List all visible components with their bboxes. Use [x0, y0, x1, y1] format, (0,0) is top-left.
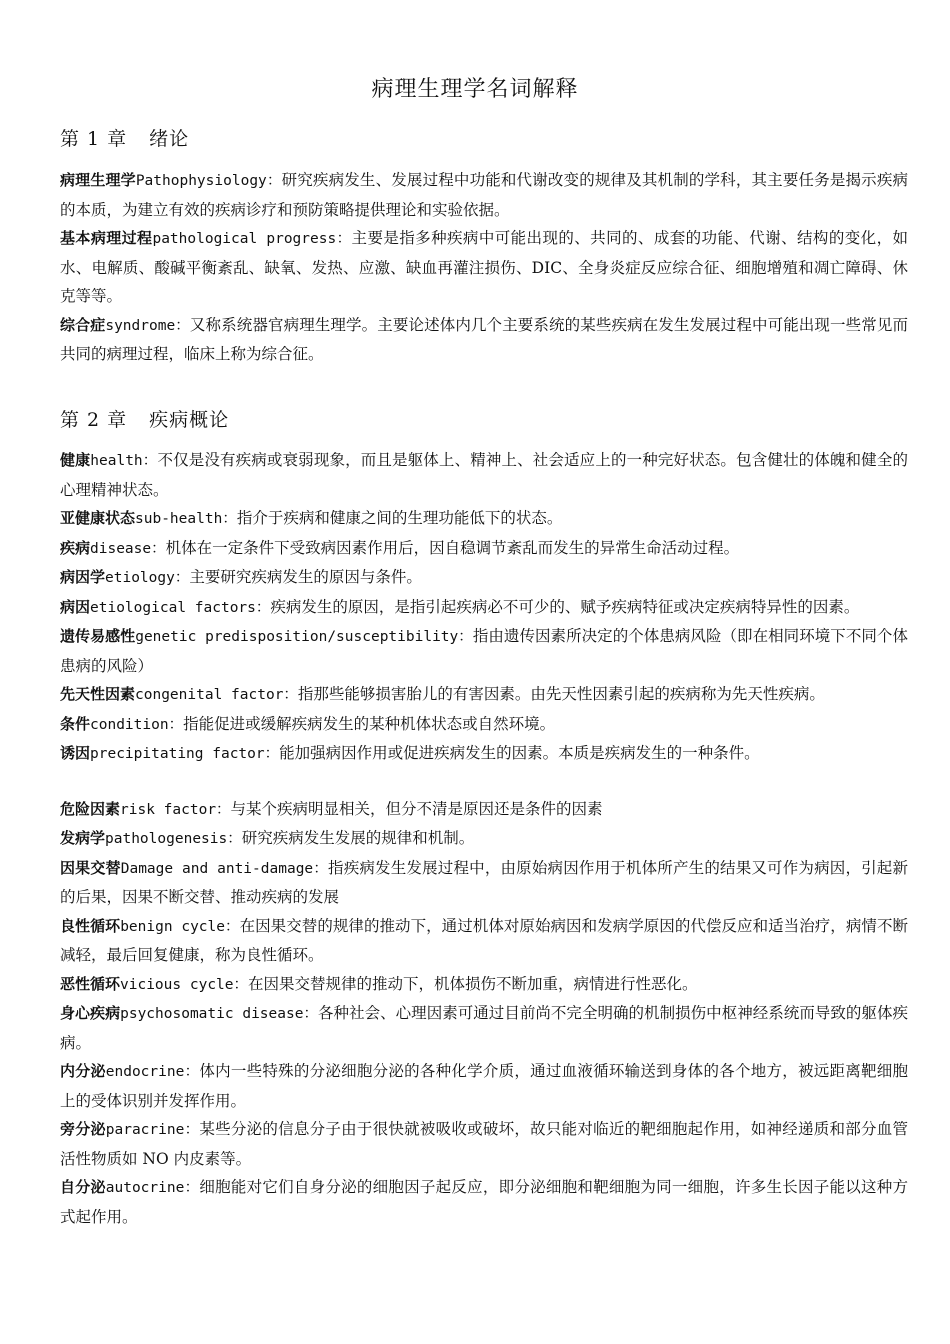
chapter-1-heading	[60, 124, 189, 151]
term-en: health：	[90, 453, 158, 469]
definition-text: 指介于疾病和健康之间的生理功能低下的状态。	[236, 509, 563, 527]
term-en: condition：	[90, 716, 184, 733]
definition-entry	[60, 504, 908, 534]
definition-entry	[60, 534, 908, 564]
definition-text: 指疾病发生发展过程中，由原始病因作用于机体所产生的结果又可作为病因，引起新的后果，因果不断交替、推动疾病的发展	[60, 858, 908, 906]
definition-entry	[60, 622, 908, 680]
term-en: psychosomatic disease：	[120, 1006, 319, 1022]
definition-entry	[60, 1057, 908, 1115]
definition-text: 细胞能对它们自身分泌的细胞因子起反应，即分泌细胞和靶细胞为同一细胞，许多生长因子能以这种方式起作用。	[60, 1178, 908, 1226]
definition-text: 体内一些特殊的分泌细胞分泌的各种化学介质，通过血液循环输送到身体的各个地方，被远距离靶细胞上的受体识别并发挥作用。	[60, 1062, 908, 1110]
term-en: etiological factors：	[90, 599, 271, 616]
document-title: 病理生理学名词解释	[371, 77, 579, 102]
term-en: vicious cycle：	[120, 976, 249, 993]
term-en: Damage and anti-damage：	[120, 860, 329, 877]
definition-entry	[60, 999, 908, 1057]
definition-entry	[60, 739, 908, 769]
term-cn: 危险因素	[60, 799, 121, 818]
chapter-number: 第 1 章	[60, 128, 128, 150]
term-en: paracrine：	[105, 1122, 200, 1138]
term-cn: 发病学	[60, 829, 106, 847]
definition-text: 指那些能够损害胎儿的有害因素。由先天性因素引起的疾病称为先天性疾病。	[297, 685, 825, 703]
definition-text: 某些分泌的信息分子由于很快就被吸收或破坏，故只能对临近的靶细胞起作用，如神经递质和部分血管活性物质如 NO 内皮素等。	[60, 1120, 908, 1168]
term-cn: 条件	[60, 714, 91, 733]
term-en: etiology：	[105, 570, 190, 586]
term-en: sub-health：	[135, 511, 237, 527]
definition-text: 各种社会、心理因素可通过目前尚不完全明确的机制损伤中枢神经系统而导致的躯体疾病。	[60, 1004, 908, 1052]
definition-entry	[60, 311, 908, 369]
chapter-1-entries	[60, 166, 908, 369]
definition-entry	[60, 912, 908, 970]
definition-text: 又称系统器官病理生理学。主要论述体内几个主要系统的某些疾病在发生发展过程中可能出现一些常见而共同的病理过程，临床上称为综合征。	[60, 315, 908, 363]
definition-entry	[60, 1115, 908, 1173]
term-cn: 疾病	[60, 538, 91, 557]
term-en: precipitating factor：	[90, 746, 280, 762]
definition-entry	[60, 224, 908, 311]
term-cn: 先天性因素	[60, 685, 136, 703]
chapter-2-heading	[60, 405, 229, 432]
chapter-number: 第 2 章	[60, 409, 128, 431]
term-cn: 旁分泌	[60, 1120, 106, 1138]
definition-text: 指由遗传因素所决定的个体患病风险（即在相同环境下不同个体患病的风险）	[60, 627, 908, 675]
definition-text: 与某个疾病明显相关，但分不清是原因还是条件的因素	[230, 799, 603, 818]
term-cn: 良性循环	[60, 916, 121, 935]
definition-entry	[60, 824, 908, 854]
definition-text: 主要研究疾病发生的原因与条件。	[189, 568, 422, 586]
term-en: syndrome：	[105, 317, 190, 334]
definition-entry	[60, 795, 908, 825]
term-en: Pathophysiology：	[135, 173, 282, 189]
term-cn: 遗传易感性	[60, 627, 136, 645]
definition-entry	[60, 593, 908, 623]
term-en: disease：	[90, 540, 166, 557]
term-cn: 诱因	[60, 744, 91, 762]
term-cn: 病理生理学	[60, 171, 136, 189]
definition-text: 不仅是没有疾病或衰弱现象，而且是躯体上、精神上、社会适应上的一种完好状态。包含健壮的体魄和健全的心理精神状态。	[60, 451, 908, 499]
definition-text: 疾病发生的原因，是指引起疾病必不可少的、赋予疾病特征或决定疾病特异性的因素。	[270, 597, 860, 616]
definition-text: 在因果交替的规律的推动下，通过机体对原始病因和发病学原因的代偿反应和适当治疗，病情不断减轻，最后回复健康，称为良性循环。	[60, 916, 908, 964]
term-cn: 病因学	[60, 568, 106, 586]
definition-text: 指能促进或缓解疾病发生的某种机体状态或自然环境。	[183, 714, 556, 733]
term-en: genetic predisposition/susceptibility：	[135, 629, 473, 645]
definition-text: 研究疾病发生发展的规律和机制。	[241, 829, 475, 847]
definition-text: 能加强病因作用或促进疾病发生的因素。本质是疾病发生的一种条件。	[279, 744, 760, 762]
term-cn: 恶性循环	[60, 974, 121, 993]
term-cn: 内分泌	[60, 1062, 106, 1080]
definition-text: 主要是指多种疾病中可能出现的、共同的、成套的功能、代谢、结构的变化，如水、电解质、酸碱平衡紊乱、缺氧、发热、应激、缺血再灌注损伤、DIC、全身炎症反应综合征、细胞增殖和凋亡障碍、休克等等。	[60, 229, 908, 305]
paragraph-gap	[60, 769, 908, 795]
definition-entry	[60, 446, 908, 504]
term-en: congenital factor：	[135, 687, 298, 703]
term-en: risk factor：	[120, 801, 231, 818]
term-en: pathologenesis：	[105, 831, 242, 847]
definition-text: 在因果交替规律的推动下，机体损伤不断加重，病情进行性恶化。	[248, 974, 698, 993]
term-cn: 综合症	[60, 315, 106, 334]
definition-entry	[60, 563, 908, 593]
chapter-2-entries	[60, 446, 908, 1231]
term-en: benign cycle：	[120, 918, 240, 935]
term-cn: 亚健康状态	[60, 509, 136, 527]
definition-entry	[60, 970, 908, 1000]
definition-entry	[60, 854, 908, 912]
term-en: endocrine：	[105, 1064, 200, 1080]
definition-text: 机体在一定条件下受致病因素作用后，因自稳调节紊乱而发生的异常生命活动过程。	[165, 538, 740, 557]
term-cn: 基本病理过程	[60, 229, 153, 247]
definition-entry	[60, 1173, 908, 1231]
term-cn: 自分泌	[60, 1178, 106, 1196]
definition-entry	[60, 710, 908, 740]
definition-text: 研究疾病发生、发展过程中功能和代谢改变的规律及其机制的学科，其主要任务是揭示疾病的本质，为建立有效的疾病诊疗和预防策略提供理论和实验依据。	[60, 171, 908, 219]
term-cn: 病因	[60, 597, 91, 616]
chapter-name: 绪论	[149, 128, 190, 150]
definition-entry	[60, 680, 908, 710]
term-en: pathological progress：	[152, 231, 352, 247]
chapter-name: 疾病概论	[149, 409, 230, 431]
definition-entry	[60, 166, 908, 224]
term-en: autocrine：	[105, 1180, 200, 1196]
term-cn: 身心疾病	[60, 1004, 121, 1022]
term-cn: 因果交替	[60, 858, 121, 877]
term-cn: 健康	[60, 451, 91, 469]
